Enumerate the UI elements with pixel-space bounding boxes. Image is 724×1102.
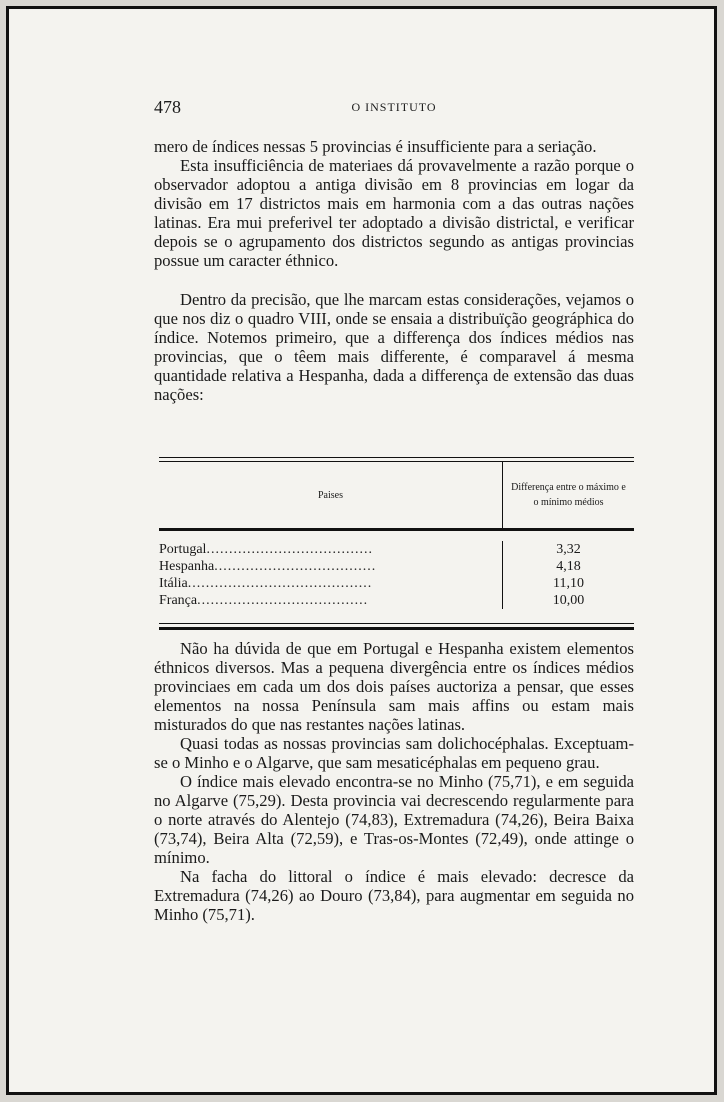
value-cell: 3,32 bbox=[556, 542, 581, 557]
table-body bbox=[159, 531, 634, 623]
paragraph: Não ha dúvida de que em Portugal e Hespanha existem elementos éthnicos diversos. Mas a pequena divergência entre os índices médios provinciaes em cada um dos dois países auctoriza a pensar, que esses elementos na nossa Península sam mais affins ou estam mais misturados do que nas restantes nações latinas. bbox=[154, 639, 634, 734]
table-bottom-rule-thick bbox=[159, 627, 634, 630]
paragraph: Quasi todas as nossas provincias sam dolichocéphalas. Exceptuam-se o Minho e o Algarve, que sam mesaticéphalas em pequeno grau. bbox=[154, 734, 634, 772]
document-page bbox=[6, 6, 717, 1095]
difference-column bbox=[503, 541, 634, 609]
country-cell: Itália bbox=[159, 576, 188, 591]
value-cell: 10,00 bbox=[552, 593, 585, 608]
data-table bbox=[159, 457, 634, 630]
table-header bbox=[159, 462, 634, 528]
paragraph: mero de índices nessas 5 provincias é insufficiente para a seriação. bbox=[154, 137, 597, 156]
page-header bbox=[154, 97, 634, 121]
country-column bbox=[159, 541, 503, 609]
table-row: Itália......................................... bbox=[159, 576, 373, 591]
text-block-top bbox=[154, 137, 634, 404]
column-header-country: Paises bbox=[159, 462, 503, 528]
value-cell: 4,18 bbox=[556, 559, 581, 574]
table-row: Portugal..................................... bbox=[159, 542, 373, 557]
table-row: França...................................... bbox=[159, 593, 369, 608]
paragraph: Esta insufficiência de materiaes dá provavelmente a razão porque o observador adoptou a antiga divisão em 8 provincias em logar da divisão em 17 districtos mais em harmonia com a das outras nações latinas. Era mui preferivel ter adoptado a divisão districtal, e verificar depois se o agrupamento dos districtos segundo as antigas provincias possue um caracter éthnico. bbox=[154, 156, 634, 270]
running-title: O INSTITUTO bbox=[351, 100, 437, 114]
text-block-bottom bbox=[154, 639, 634, 924]
paragraph: Dentro da precisão, que lhe marcam estas considerações, vejamos o que nos diz o quadro VIII, onde se ensaia a distribuïção geográphica do índice. Notemos primeiro, que a differença dos índices médios nas provincias, que o têem mais differente, é comparavel á mesma quantidade relativa a Hespanha, dada a differença de extensão das duas nações: bbox=[154, 290, 634, 404]
value-cell: 11,10 bbox=[553, 576, 584, 591]
paragraph: O índice mais elevado encontra-se no Minho (75,71), e em seguida no Algarve (75,29). Desta provincia vai decrescendo regularmente para o norte através do Alentejo (74,83), Extremadura (74,26), Beira Baixa (73,74), Beira Alta (72,59), e Tras-os-Montes (72,49), onde attinge o mínimo. bbox=[154, 772, 634, 867]
table-row: Hespanha.................................... bbox=[159, 559, 377, 574]
page-number: 478 bbox=[154, 97, 181, 117]
country-cell: Hespanha bbox=[159, 559, 215, 574]
paragraph: Na facha do littoral o índice é mais elevado: decresce da Extremadura (74,26) ao Douro (73,84), para augmentar em seguida no Minho (75,71). bbox=[154, 867, 634, 924]
column-header-difference: Differença entre o máximo e o mínimo médios bbox=[511, 482, 626, 508]
table-bottom-rule bbox=[159, 623, 634, 624]
country-cell: França bbox=[159, 593, 198, 608]
country-cell: Portugal bbox=[159, 542, 207, 557]
